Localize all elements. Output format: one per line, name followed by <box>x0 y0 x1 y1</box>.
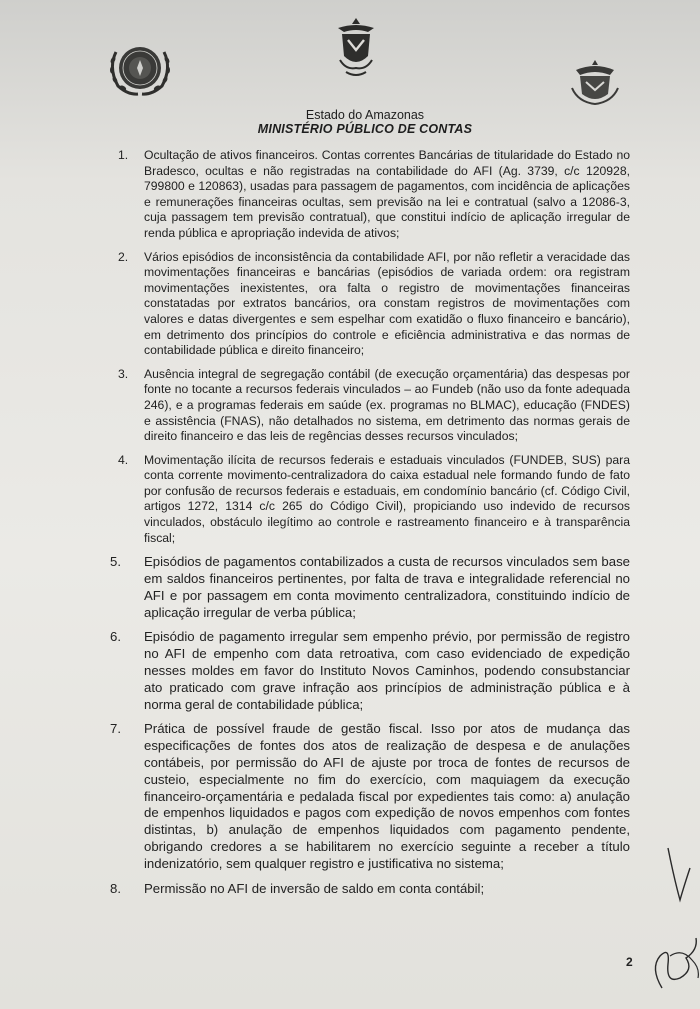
list-item <box>100 453 630 547</box>
state-coat-of-arms-icon <box>334 16 378 80</box>
list-item <box>100 629 630 713</box>
handwritten-signature <box>640 838 700 998</box>
wreath-seal-icon <box>104 38 176 98</box>
item-text: Ocultação de ativos financeiros. Contas correntes Bancárias de titularidade do Estado no Bradesco, ocultas e não registradas na contabilidade do AFI (Ag. 3739, c/c 120928, 799800 e 120863), usadas para passagem de pagamentos, com incidência de aplicações e remunerações financeiras ocultas, sem previsão na lei e contratual (salvo a 12086-3, cuja passagem tem previsão contratual), que constitui indício de aplicação irregular de renda pública e apropriação indevida de ativos; <box>144 148 630 240</box>
item-text: Vários episódios de inconsistência da contabilidade AFI, por não refletir a veracidade das movimentações financeiras e bancárias (episódios de variada ordem: ora registram movimentações inexistentes, ora falta o registro de movimentações financeiras constatadas por extratos bancários, ora constam registros de movimentações com valores e datas divergentes e sem espelhar com exatidão o fluxo financeiro e bancário), em detrimento dos princípios do controle e eficiência administrativa e das normas de contabilidade pública e direito financeiro; <box>144 249 630 358</box>
item-number: 2. <box>118 249 129 264</box>
findings-list <box>100 148 630 905</box>
list-item <box>100 250 630 359</box>
item-number: 5. <box>110 554 121 570</box>
list-item <box>100 554 630 621</box>
list-item <box>100 367 630 445</box>
item-number: 8. <box>110 880 121 896</box>
item-number: 4. <box>118 452 129 467</box>
ministry-name: MINISTÉRIO PÚBLICO DE CONTAS <box>257 122 473 136</box>
item-text: Episódios de pagamentos contabilizados a custa de recursos vinculados sem base em saldos financeiros pertinentes, por falta de trava e integralidade referencial no AFI e por passagem em conta movimento centralizadora, constituindo indício de aplicação irregular de verba pública; <box>144 554 630 620</box>
item-number: 6. <box>110 629 121 645</box>
document-header <box>200 108 530 136</box>
item-number: 1. <box>118 148 129 162</box>
item-number: 3. <box>118 366 129 381</box>
item-text: Ausência integral de segregação contábil (de execução orçamentária) das despesas por fonte no tocante a recursos federais vinculados – ao Fundeb (não uso da fonte adequada 246), e a programas federais em saúde (ex. programas no BLMAC), educação (FNDES) e assistência (FNAS), não detalhados no sistema, em detrimento das normas gerais de direito financeiro e das leis de regências desses recursos vinculados; <box>144 366 630 444</box>
item-text: Movimentação ilícita de recursos federais e estaduais vinculados (FUNDEB, SUS) para conta corrente movimento-centralizadora do caixa estadual nele formando fundo de fato por confusão de recursos federais e estaduais, em condomínio bancário (cf. Código Civil, artigos 1272, 1314 c/c 265 do Código Civil), propiciando uso indevido de recursos vinculados, obstáculo ilegítimo ao controle e rastreamento financeiro e à transparência fiscal; <box>144 452 630 545</box>
item-number: 7. <box>110 721 121 737</box>
state-name: Estado do Amazonas <box>305 108 425 122</box>
item-text: Prática de possível fraude de gestão fiscal. Isso por atos de mudança das especificações de fontes dos atos de realização de despesa e de anulações contábeis, por permissão do AFI de ajuste por troca de fontes de recursos de custeio, especialmente no fim do exercício, com maquiagem da execução financeiro-orçamentária e pedalada fiscal por expedientes tais como: a) anulação de empenhos liquidados e pagos com expedição de novos empenhos com fontes distintas, b) anulação de empenhos liquidados com pagamento pendente, obrigando credores a se habilitarem no exercício seguinte a receber a título indenizatório, sem qualquer registro e justificativa no sistema; <box>144 721 630 871</box>
list-item <box>100 881 630 898</box>
page-number: 2 <box>626 955 633 969</box>
list-item <box>100 721 630 872</box>
list-item <box>100 148 630 242</box>
item-text: Permissão no AFI de inversão de saldo em conta contábil; <box>144 880 485 896</box>
item-text: Episódio de pagamento irregular sem empenho prévio, por permissão de registro no AFI de empenho com data retroativa, com caso evidenciado de expedição nesses moldes em favor do Instituto Novos Caminhos, podendo consubstanciar ato praticado com grave infração aos princípios de administração pública e à norma geral de contabilidade pública; <box>144 629 630 712</box>
institutional-emblem-icon <box>568 58 622 108</box>
